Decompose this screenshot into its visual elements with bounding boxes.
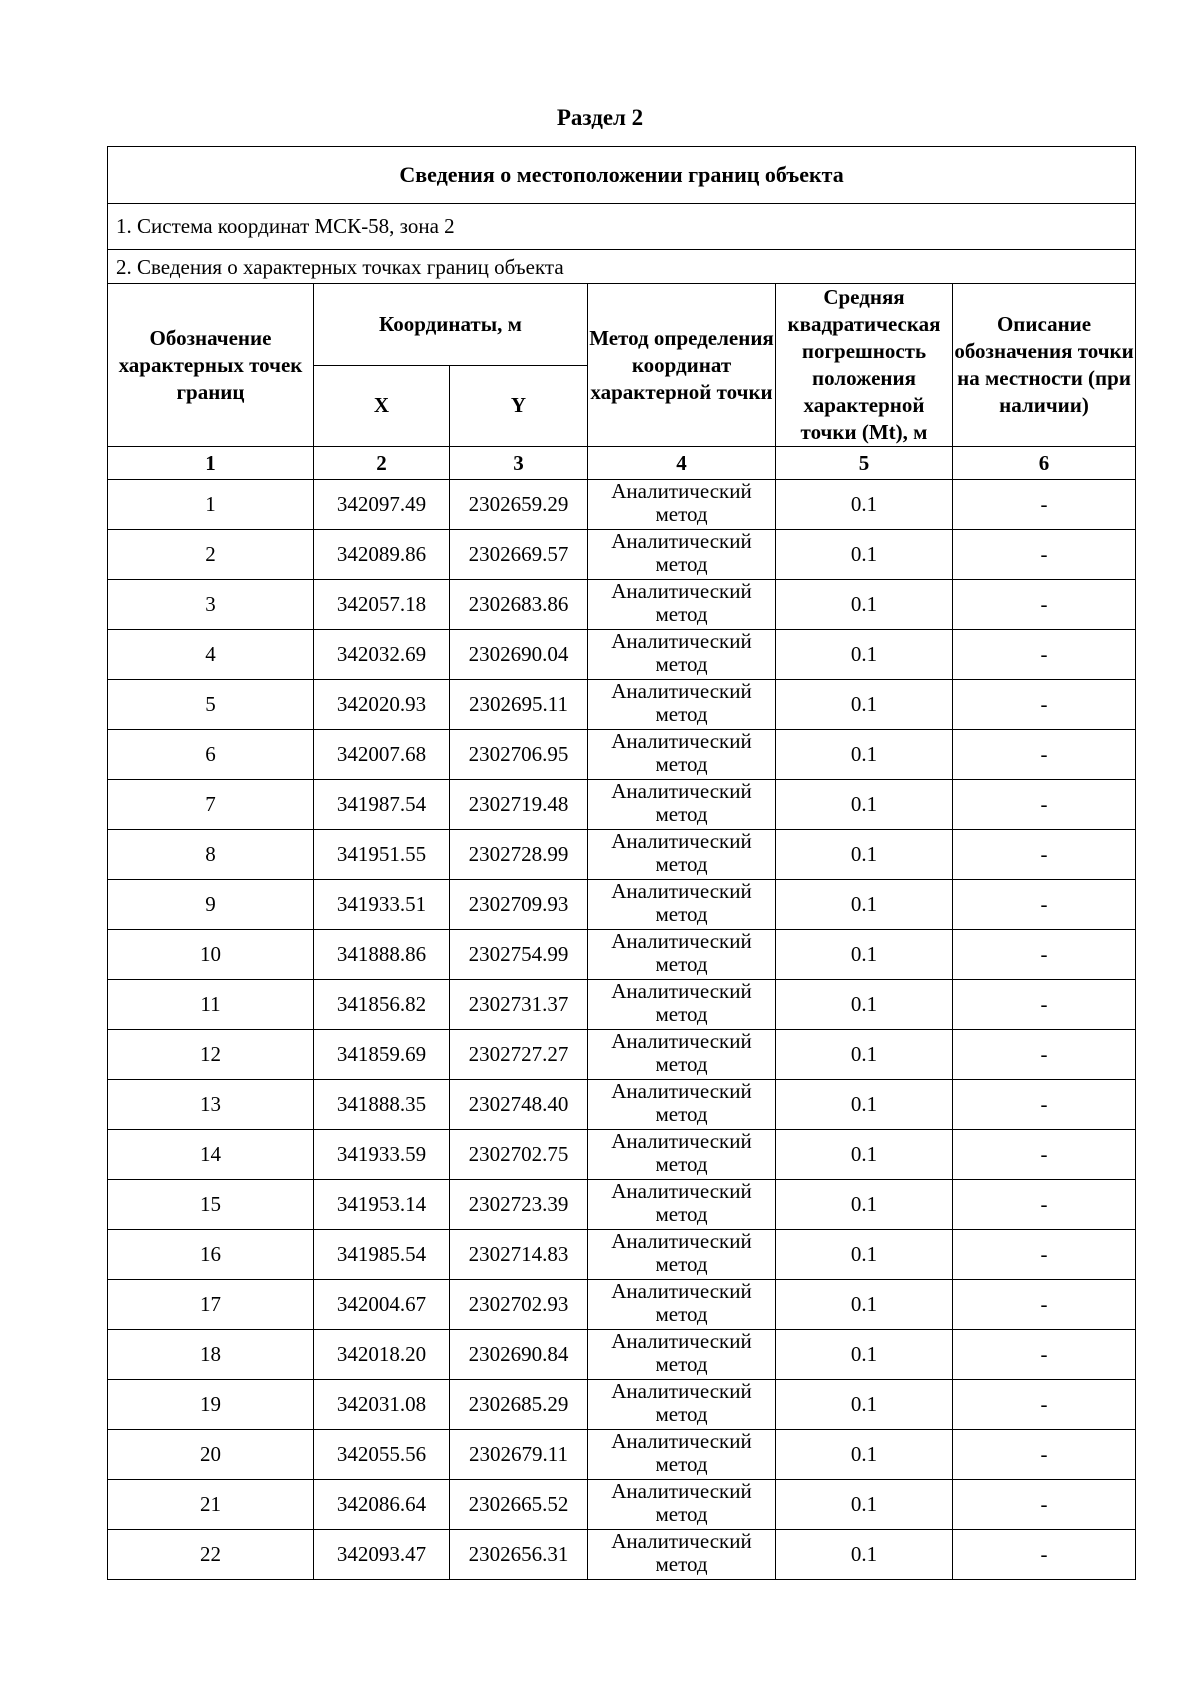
method-cell [588, 1380, 776, 1430]
y-coordinate-cell: 2302748.40 [450, 1080, 588, 1130]
method-line-2: метод [655, 1251, 708, 1276]
x-coordinate-cell: 341953.14 [314, 1180, 450, 1230]
y-coordinate-cell: 2302669.57 [450, 530, 588, 580]
point-number-cell: 16 [108, 1230, 314, 1280]
column-number: 5 [776, 447, 953, 480]
method-cell [588, 1030, 776, 1080]
method-line-1: Аналитический [611, 979, 752, 1003]
x-coordinate-cell: 341985.54 [314, 1230, 450, 1280]
point-number-cell: 19 [108, 1380, 314, 1430]
method-line-2: метод [655, 1351, 708, 1376]
method-line-2: метод [655, 751, 708, 776]
x-coordinate-cell: 341859.69 [314, 1030, 450, 1080]
y-coordinate-cell: 2302706.95 [450, 730, 588, 780]
method-line-2: метод [655, 951, 708, 976]
description-cell: - [953, 730, 1136, 780]
error-cell: 0.1 [776, 530, 953, 580]
header-description: Описание обозначения точки на местности (при наличии) [953, 284, 1136, 447]
error-cell: 0.1 [776, 1330, 953, 1380]
y-coordinate-cell: 2302728.99 [450, 830, 588, 880]
method-line-2: метод [655, 551, 708, 576]
method-line-1: Аналитический [611, 679, 752, 703]
column-number: 3 [450, 447, 588, 480]
description-cell: - [953, 780, 1136, 830]
method-line-1: Аналитический [611, 529, 752, 553]
method-cell [588, 1280, 776, 1330]
method-line-2: метод [655, 1101, 708, 1126]
method-line-2: метод [655, 701, 708, 726]
description-cell: - [953, 830, 1136, 880]
method-cell [588, 1230, 776, 1280]
table-row [108, 730, 1136, 780]
header-method: Метод определения координат характерной точки [588, 284, 776, 447]
y-coordinate-cell: 2302690.84 [450, 1330, 588, 1380]
method-line-1: Аналитический [611, 1229, 752, 1253]
method-line-2: метод [655, 1401, 708, 1426]
point-number-cell: 6 [108, 730, 314, 780]
table-row [108, 1230, 1136, 1280]
error-cell: 0.1 [776, 1430, 953, 1480]
description-cell: - [953, 1130, 1136, 1180]
column-number: 2 [314, 447, 450, 480]
point-number-cell: 21 [108, 1480, 314, 1530]
x-coordinate-cell: 341933.51 [314, 880, 450, 930]
table-row [108, 680, 1136, 730]
column-number: 1 [108, 447, 314, 480]
table-row [108, 480, 1136, 530]
y-coordinate-cell: 2302714.83 [450, 1230, 588, 1280]
method-cell [588, 1180, 776, 1230]
method-line-2: метод [655, 1001, 708, 1026]
y-coordinate-cell: 2302702.75 [450, 1130, 588, 1180]
x-coordinate-cell: 342020.93 [314, 680, 450, 730]
method-cell [588, 880, 776, 930]
x-coordinate-cell: 342007.68 [314, 730, 450, 780]
table-row [108, 1280, 1136, 1330]
method-line-1: Аналитический [611, 1279, 752, 1303]
points-info-line: 2. Сведения о характерных точках границ объекта [108, 250, 1136, 284]
description-cell: - [953, 980, 1136, 1030]
method-cell [588, 980, 776, 1030]
table-row [108, 630, 1136, 680]
description-cell: - [953, 1230, 1136, 1280]
point-number-cell: 4 [108, 630, 314, 680]
x-coordinate-cell: 342097.49 [314, 480, 450, 530]
table-row [108, 1480, 1136, 1530]
x-coordinate-cell: 342057.18 [314, 580, 450, 630]
table-row [108, 530, 1136, 580]
method-line-1: Аналитический [611, 479, 752, 503]
description-cell: - [953, 630, 1136, 680]
column-number: 6 [953, 447, 1136, 480]
method-line-1: Аналитический [611, 579, 752, 603]
error-cell: 0.1 [776, 630, 953, 680]
point-number-cell: 15 [108, 1180, 314, 1230]
error-cell: 0.1 [776, 1080, 953, 1130]
method-cell [588, 1430, 776, 1480]
point-number-cell: 12 [108, 1030, 314, 1080]
table-caption: Сведения о местоположении границ объекта [108, 147, 1136, 204]
table-row [108, 880, 1136, 930]
method-line-2: метод [655, 851, 708, 876]
point-number-cell: 8 [108, 830, 314, 880]
method-line-2: метод [655, 501, 708, 526]
description-cell: - [953, 930, 1136, 980]
header-x: X [314, 365, 450, 447]
point-number-cell: 13 [108, 1080, 314, 1130]
table-row [108, 1380, 1136, 1430]
x-coordinate-cell: 342004.67 [314, 1280, 450, 1330]
method-cell [588, 730, 776, 780]
error-cell: 0.1 [776, 1480, 953, 1530]
description-cell: - [953, 1180, 1136, 1230]
method-line-2: метод [655, 1551, 708, 1576]
method-line-1: Аналитический [611, 1029, 752, 1053]
description-cell: - [953, 530, 1136, 580]
method-cell [588, 780, 776, 830]
method-cell [588, 480, 776, 530]
method-line-1: Аналитический [611, 729, 752, 753]
method-cell [588, 630, 776, 680]
y-coordinate-cell: 2302679.11 [450, 1430, 588, 1480]
table-row [108, 1530, 1136, 1580]
y-coordinate-cell: 2302702.93 [450, 1280, 588, 1330]
description-cell: - [953, 1430, 1136, 1480]
y-coordinate-cell: 2302731.37 [450, 980, 588, 1030]
method-line-1: Аналитический [611, 1379, 752, 1403]
method-line-1: Аналитический [611, 1429, 752, 1453]
method-line-2: метод [655, 1051, 708, 1076]
x-coordinate-cell: 341888.35 [314, 1080, 450, 1130]
method-cell [588, 930, 776, 980]
error-cell: 0.1 [776, 680, 953, 730]
y-coordinate-cell: 2302665.52 [450, 1480, 588, 1530]
error-cell: 0.1 [776, 480, 953, 530]
y-coordinate-cell: 2302727.27 [450, 1030, 588, 1080]
method-cell [588, 1480, 776, 1530]
method-cell [588, 830, 776, 880]
method-line-2: метод [655, 651, 708, 676]
y-coordinate-cell: 2302690.04 [450, 630, 588, 680]
method-line-1: Аналитический [611, 779, 752, 803]
error-cell: 0.1 [776, 1530, 953, 1580]
description-cell: - [953, 680, 1136, 730]
table-row [108, 830, 1136, 880]
table-row [108, 1030, 1136, 1080]
y-coordinate-cell: 2302695.11 [450, 680, 588, 730]
method-line-2: метод [655, 1301, 708, 1326]
table-row [108, 580, 1136, 630]
method-cell [588, 1080, 776, 1130]
method-line-2: метод [655, 1201, 708, 1226]
method-line-1: Аналитический [611, 929, 752, 953]
x-coordinate-cell: 342089.86 [314, 530, 450, 580]
error-cell: 0.1 [776, 930, 953, 980]
description-cell: - [953, 1530, 1136, 1580]
error-cell: 0.1 [776, 1030, 953, 1080]
header-error: Средняя квадратическая погрешность положения характерной точки (Mt), м [776, 284, 953, 447]
section-title: Раздел 2 [556, 105, 644, 130]
method-cell [588, 530, 776, 580]
point-number-cell: 3 [108, 580, 314, 630]
x-coordinate-cell: 341888.86 [314, 930, 450, 980]
point-number-cell: 14 [108, 1130, 314, 1180]
y-coordinate-cell: 2302683.86 [450, 580, 588, 630]
table-row [108, 1180, 1136, 1230]
x-coordinate-cell: 341933.59 [314, 1130, 450, 1180]
method-cell [588, 1530, 776, 1580]
header-designation: Обозначение характерных точек границ [108, 284, 314, 447]
method-line-1: Аналитический [611, 1129, 752, 1153]
error-cell: 0.1 [776, 1180, 953, 1230]
point-number-cell: 1 [108, 480, 314, 530]
x-coordinate-cell: 342018.20 [314, 1330, 450, 1380]
y-coordinate-cell: 2302754.99 [450, 930, 588, 980]
method-cell [588, 580, 776, 630]
description-cell: - [953, 1030, 1136, 1080]
x-coordinate-cell: 342055.56 [314, 1430, 450, 1480]
method-line-2: метод [655, 1451, 708, 1476]
y-coordinate-cell: 2302659.29 [450, 480, 588, 530]
description-cell: - [953, 1330, 1136, 1380]
method-line-1: Аналитический [611, 629, 752, 653]
point-number-cell: 5 [108, 680, 314, 730]
x-coordinate-cell: 342093.47 [314, 1530, 450, 1580]
method-line-1: Аналитический [611, 1179, 752, 1203]
coordinate-system-line: 1. Система координат МСК-58, зона 2 [108, 204, 1136, 250]
method-line-2: метод [655, 901, 708, 926]
error-cell: 0.1 [776, 1230, 953, 1280]
point-number-cell: 9 [108, 880, 314, 930]
x-coordinate-cell: 342086.64 [314, 1480, 450, 1530]
method-line-2: метод [655, 801, 708, 826]
column-numbers-row [108, 447, 1136, 480]
description-cell: - [953, 480, 1136, 530]
method-cell [588, 1330, 776, 1380]
method-line-1: Аналитический [611, 829, 752, 853]
method-line-2: метод [655, 1501, 708, 1526]
y-coordinate-cell: 2302723.39 [450, 1180, 588, 1230]
method-line-1: Аналитический [611, 1079, 752, 1103]
column-number: 4 [588, 447, 776, 480]
boundary-points-table [107, 146, 1136, 1580]
point-number-cell: 20 [108, 1430, 314, 1480]
point-number-cell: 17 [108, 1280, 314, 1330]
table-row [108, 1080, 1136, 1130]
description-cell: - [953, 580, 1136, 630]
table-row [108, 930, 1136, 980]
error-cell: 0.1 [776, 730, 953, 780]
description-cell: - [953, 1280, 1136, 1330]
x-coordinate-cell: 342032.69 [314, 630, 450, 680]
x-coordinate-cell: 342031.08 [314, 1380, 450, 1430]
description-cell: - [953, 1480, 1136, 1530]
error-cell: 0.1 [776, 830, 953, 880]
method-line-2: метод [655, 601, 708, 626]
point-number-cell: 22 [108, 1530, 314, 1580]
point-number-cell: 7 [108, 780, 314, 830]
point-number-cell: 2 [108, 530, 314, 580]
header-coordinates: Координаты, м [314, 284, 588, 366]
table-row [108, 1330, 1136, 1380]
point-number-cell: 11 [108, 980, 314, 1030]
method-cell [588, 1130, 776, 1180]
error-cell: 0.1 [776, 1380, 953, 1430]
header-y: Y [450, 365, 588, 447]
error-cell: 0.1 [776, 780, 953, 830]
x-coordinate-cell: 341987.54 [314, 780, 450, 830]
description-cell: - [953, 1080, 1136, 1130]
method-cell [588, 680, 776, 730]
description-cell: - [953, 1380, 1136, 1430]
y-coordinate-cell: 2302685.29 [450, 1380, 588, 1430]
method-line-2: метод [655, 1151, 708, 1176]
x-coordinate-cell: 341856.82 [314, 980, 450, 1030]
point-number-cell: 18 [108, 1330, 314, 1380]
method-line-1: Аналитический [611, 879, 752, 903]
y-coordinate-cell: 2302709.93 [450, 880, 588, 930]
point-number-cell: 10 [108, 930, 314, 980]
error-cell: 0.1 [776, 980, 953, 1030]
method-line-1: Аналитический [611, 1479, 752, 1503]
table-row [108, 980, 1136, 1030]
error-cell: 0.1 [776, 1280, 953, 1330]
table-row [108, 1130, 1136, 1180]
error-cell: 0.1 [776, 580, 953, 630]
description-cell: - [953, 880, 1136, 930]
method-line-1: Аналитический [611, 1329, 752, 1353]
table-row [108, 780, 1136, 830]
y-coordinate-cell: 2302656.31 [450, 1530, 588, 1580]
x-coordinate-cell: 341951.55 [314, 830, 450, 880]
table-row [108, 1430, 1136, 1480]
method-line-1: Аналитический [611, 1529, 752, 1553]
error-cell: 0.1 [776, 1130, 953, 1180]
error-cell: 0.1 [776, 880, 953, 930]
y-coordinate-cell: 2302719.48 [450, 780, 588, 830]
